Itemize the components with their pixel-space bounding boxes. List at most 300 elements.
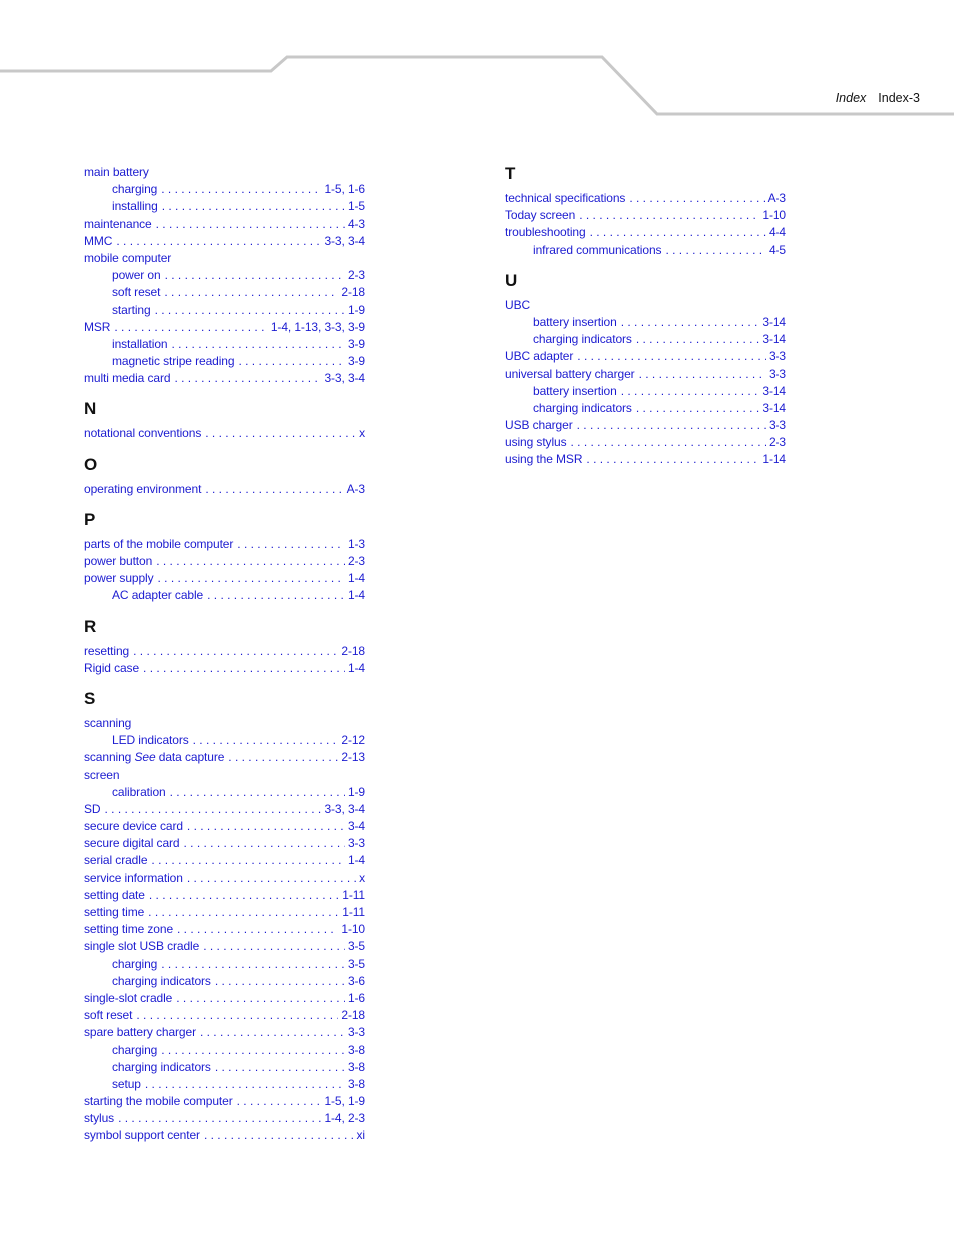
- index-term-text: multi media card: [84, 371, 171, 386]
- index-term-text: charging indicators: [533, 332, 632, 347]
- index-term: [112, 267, 165, 284]
- index-term: [505, 417, 577, 434]
- index-page-ref[interactable]: 2-12: [341, 733, 365, 748]
- dot-leader: [200, 1024, 345, 1041]
- index-page-ref[interactable]: 4-5: [768, 242, 786, 257]
- index-page-ref[interactable]: 3-8: [347, 1076, 365, 1091]
- index-term: [84, 570, 158, 587]
- index-entry[interactable]: [505, 451, 786, 468]
- index-term: [505, 297, 534, 314]
- index-term-text: charging indicators: [112, 973, 211, 988]
- index-term: [505, 366, 639, 383]
- header-section: Index: [835, 91, 867, 105]
- dot-leader: [170, 784, 345, 801]
- dot-leader: [145, 1076, 345, 1093]
- index-term-text: technical specifications: [505, 191, 626, 205]
- index-page-ref[interactable]: 3-9: [347, 336, 365, 351]
- dot-leader: [237, 1093, 322, 1110]
- index-term: [505, 224, 590, 241]
- index-entry[interactable]: [505, 434, 786, 451]
- index-entry[interactable]: [505, 417, 786, 434]
- index-term: [84, 818, 187, 835]
- index-entry[interactable]: [84, 990, 365, 1007]
- index-term: [84, 767, 123, 784]
- index-term: [505, 190, 629, 207]
- index-entry[interactable]: [505, 207, 786, 224]
- index-term-text: UBC adapter: [505, 349, 574, 364]
- index-entry[interactable]: [84, 749, 365, 766]
- index-term-text: secure device card: [84, 819, 183, 834]
- index-entry[interactable]: [84, 660, 365, 677]
- dot-leader: [586, 451, 759, 468]
- index-subentry[interactable]: [505, 383, 786, 400]
- index-term: [533, 400, 636, 417]
- index-term-text: AC adapter cable: [112, 588, 204, 603]
- index-term: [84, 319, 114, 336]
- index-term: [112, 1042, 161, 1059]
- index-term-text: calibration: [112, 784, 166, 799]
- index-term: [533, 314, 621, 331]
- index-see-reference: See: [134, 750, 156, 765]
- index-term: [112, 198, 162, 215]
- index-subentry[interactable]: [505, 331, 786, 348]
- index-entry[interactable]: [84, 835, 365, 852]
- dot-leader: [203, 938, 345, 955]
- index-page-ref[interactable]: 2-18: [341, 1008, 365, 1023]
- index-term-text: single-slot cradle: [84, 990, 173, 1005]
- index-term: [112, 181, 161, 198]
- index-term: [112, 784, 170, 801]
- index-term-text: starting: [112, 302, 151, 317]
- index-page-ref[interactable]: 3-8: [347, 1042, 365, 1057]
- dot-leader: [136, 1007, 338, 1024]
- index-entry[interactable]: [505, 224, 786, 241]
- index-page-ref[interactable]: 1-11: [342, 887, 365, 902]
- dot-leader: [577, 348, 766, 365]
- index-entry[interactable]: [84, 164, 365, 181]
- index-page-ref[interactable]: 3-14: [762, 383, 786, 398]
- dot-leader: [156, 553, 345, 570]
- index-term-text: serial cradle: [84, 853, 148, 868]
- index-entry[interactable]: [84, 767, 365, 784]
- index-term-text: scanning: [84, 715, 132, 730]
- index-term-text: parts of the mobile computer: [84, 536, 234, 551]
- dot-leader: [161, 181, 321, 198]
- index-entry[interactable]: [505, 366, 786, 383]
- index-term: [84, 852, 151, 869]
- dot-leader: [636, 331, 760, 348]
- dot-leader: [148, 904, 339, 921]
- index-term-text: power supply: [84, 571, 154, 586]
- index-term-text: setting time zone: [84, 922, 174, 937]
- index-entry[interactable]: [84, 1110, 365, 1127]
- index-entry[interactable]: [505, 297, 786, 314]
- index-page-ref[interactable]: 1-4, 1-13, 3-3, 3-9: [270, 319, 365, 334]
- index-term: [84, 715, 135, 732]
- index-term: [84, 1127, 204, 1144]
- index-column-right: [505, 164, 786, 469]
- dot-leader: [205, 481, 343, 498]
- dot-leader: [193, 732, 339, 749]
- dot-leader: [590, 224, 766, 241]
- index-page-ref[interactable]: 2-3: [347, 554, 365, 568]
- index-entry[interactable]: [84, 938, 365, 955]
- index-page-ref[interactable]: 3-3, 3-4: [324, 371, 365, 386]
- index-letter-heading: T: [505, 164, 516, 183]
- index-term-text: infrared communications: [533, 242, 662, 257]
- index-subentry[interactable]: [84, 1076, 365, 1093]
- index-term: [84, 481, 205, 498]
- index-subentry[interactable]: [84, 1059, 365, 1076]
- index-term: [84, 938, 203, 955]
- index-term-text: power button: [84, 554, 153, 568]
- index-term: [112, 284, 164, 301]
- dot-leader: [183, 835, 344, 852]
- index-term: [84, 887, 149, 904]
- index-term-text: mobile computer: [84, 250, 172, 265]
- index-term: [533, 331, 636, 348]
- index-page-ref[interactable]: 3-5: [347, 939, 365, 954]
- index-term-text: starting the mobile computer: [84, 1094, 233, 1109]
- index-term-text: scanning: [84, 750, 132, 765]
- index-page-ref[interactable]: 3-14: [762, 332, 786, 347]
- index-term: [84, 870, 187, 887]
- index-letter-heading: U: [505, 270, 518, 290]
- index-term-text: notational conventions: [84, 426, 202, 441]
- index-page-ref[interactable]: 3-9: [347, 354, 365, 369]
- index-term: [84, 990, 176, 1007]
- index-page-ref[interactable]: 2-13: [341, 750, 365, 765]
- index-entry[interactable]: [84, 536, 365, 553]
- index-term-text: soft reset: [112, 285, 161, 300]
- index-entry[interactable]: [84, 319, 365, 336]
- dot-leader: [143, 660, 345, 677]
- index-entry[interactable]: [84, 1024, 365, 1041]
- index-page-ref[interactable]: 1-14: [762, 452, 786, 467]
- index-term-text: troubleshooting: [505, 225, 586, 240]
- dot-leader: [215, 1059, 345, 1076]
- index-subentry[interactable]: [84, 336, 365, 353]
- index-page-ref[interactable]: 3-3, 3-4: [324, 801, 365, 816]
- index-term: [84, 1093, 237, 1110]
- index-subentry[interactable]: [505, 400, 786, 417]
- index-page-ref[interactable]: 1-9: [347, 302, 365, 317]
- index-term: [505, 348, 577, 365]
- index-term-text: setup: [112, 1076, 141, 1091]
- index-term: [533, 383, 621, 400]
- index-term-text: soft reset: [84, 1008, 133, 1023]
- index-page-ref[interactable]: 1-4: [347, 660, 365, 675]
- index-term: [84, 233, 116, 250]
- index-term-text: symbol support center: [84, 1128, 200, 1143]
- index-subentry[interactable]: [505, 242, 786, 259]
- index-page-ref[interactable]: 3-3, 3-4: [324, 233, 365, 248]
- index-term: [84, 1024, 200, 1041]
- index-term: [84, 660, 143, 677]
- running-header: [836, 91, 920, 105]
- index-entry[interactable]: [84, 570, 365, 587]
- index-term: [112, 732, 193, 749]
- index-entry[interactable]: [84, 818, 365, 835]
- index-subentry[interactable]: [84, 1042, 365, 1059]
- index-entry[interactable]: [84, 1093, 365, 1110]
- dot-leader: [114, 319, 267, 336]
- index-term-text: charging: [112, 956, 158, 971]
- index-page-ref[interactable]: 3-3: [768, 349, 786, 364]
- index-term-text: installing: [112, 199, 158, 214]
- index-subentry[interactable]: [84, 956, 365, 973]
- header-page-number: Index-3: [878, 91, 920, 105]
- dot-leader: [215, 973, 345, 990]
- index-term: [505, 434, 571, 451]
- index-term: [112, 302, 155, 319]
- index-entry[interactable]: [84, 715, 365, 732]
- index-subentry[interactable]: [84, 732, 365, 749]
- index-term-text: MMC: [84, 233, 113, 248]
- index-column-left: [84, 164, 365, 1145]
- index-term-text: charging: [112, 182, 158, 197]
- index-page-ref[interactable]: 1-10: [341, 922, 365, 937]
- index-page-ref[interactable]: 4-4: [768, 225, 786, 240]
- index-term-text: battery insertion: [533, 314, 617, 329]
- index-term: [112, 1076, 145, 1093]
- index-page-ref[interactable]: 1-5, 1-6: [324, 182, 365, 197]
- index-page-ref[interactable]: 2-18: [341, 285, 365, 300]
- index-term-text: power on: [112, 268, 161, 283]
- dot-leader: [165, 267, 345, 284]
- index-page-ref[interactable]: 3-6: [347, 973, 365, 988]
- index-term-text: screen: [84, 767, 120, 782]
- dot-leader: [621, 383, 760, 400]
- index-page-ref[interactable]: 3-14: [762, 400, 786, 415]
- index-subentry[interactable]: [84, 353, 365, 370]
- index-page-ref[interactable]: 2-3: [768, 435, 786, 450]
- index-term-text: installation: [112, 336, 168, 351]
- index-term: [505, 451, 586, 468]
- index-entry[interactable]: [84, 801, 365, 818]
- dot-leader: [176, 990, 345, 1007]
- index-term-text: Rigid case: [84, 660, 140, 675]
- index-entry[interactable]: [505, 190, 786, 207]
- index-term: [84, 250, 175, 267]
- index-term: [84, 643, 133, 660]
- index-page-ref[interactable]: 3-3: [347, 1025, 365, 1040]
- index-letter-heading: O: [84, 454, 98, 474]
- dot-leader: [149, 887, 339, 904]
- index-term-text: MSR: [84, 319, 111, 334]
- index-term-text: battery insertion: [533, 383, 617, 398]
- index-page-ref[interactable]: 3-3: [347, 836, 365, 851]
- index-page-ref[interactable]: 2-3: [347, 268, 365, 283]
- index-term-text: service information: [84, 870, 183, 885]
- index-subentry[interactable]: [84, 198, 365, 215]
- index-page-ref[interactable]: 1-3: [347, 536, 365, 551]
- index-page-ref[interactable]: 3-3: [768, 418, 786, 433]
- index-term-text: charging indicators: [112, 1059, 211, 1074]
- index-letter-heading: R: [84, 616, 97, 636]
- index-page-ref[interactable]: 1-6: [347, 990, 365, 1005]
- index-term-text: operating environment: [84, 481, 202, 496]
- dot-leader: [636, 400, 760, 417]
- index-page-ref[interactable]: 3-5: [347, 956, 365, 971]
- index-entry[interactable]: [84, 643, 365, 660]
- dot-leader: [118, 1110, 321, 1127]
- index-letter-heading: N: [84, 399, 97, 419]
- index-entry[interactable]: [84, 425, 365, 442]
- index-term: [112, 1059, 215, 1076]
- dot-leader: [133, 643, 338, 660]
- dot-leader: [228, 749, 338, 766]
- dot-leader: [187, 818, 345, 835]
- index-subentry[interactable]: [84, 267, 365, 284]
- dot-leader: [571, 434, 766, 451]
- dot-leader: [156, 216, 345, 233]
- index-term: [84, 425, 205, 442]
- index-term-text: charging indicators: [533, 400, 632, 415]
- index-entry[interactable]: [505, 348, 786, 365]
- index-term: [84, 164, 153, 181]
- index-term: [84, 921, 177, 938]
- dot-leader: [177, 921, 338, 938]
- dot-leader: [151, 852, 345, 869]
- index-page-ref[interactable]: x: [359, 870, 365, 885]
- dot-leader: [155, 302, 345, 319]
- index-term-text: universal battery charger: [505, 366, 635, 381]
- dot-leader: [237, 536, 345, 553]
- index-letter-heading: P: [84, 509, 96, 529]
- index-term: [112, 336, 172, 353]
- dot-leader: [158, 570, 345, 587]
- index-page-ref[interactable]: A-3: [346, 481, 365, 496]
- index-page-ref[interactable]: 1-5, 1-9: [324, 1094, 365, 1109]
- index-page-ref[interactable]: 1-11: [342, 905, 365, 919]
- index-term-text: using stylus: [505, 435, 567, 450]
- index-term: [112, 956, 161, 973]
- index-term: [112, 973, 215, 990]
- index-page-ref[interactable]: 1-5: [347, 199, 365, 214]
- index-term-text: setting date: [84, 887, 145, 902]
- index-subentry[interactable]: [505, 314, 786, 331]
- index-term: [505, 207, 579, 224]
- index-page-ref[interactable]: 4-3: [347, 216, 365, 231]
- dot-leader: [204, 1127, 354, 1144]
- index-entry[interactable]: [84, 852, 365, 869]
- index-page-ref[interactable]: x: [359, 426, 365, 441]
- index-entry[interactable]: [84, 1007, 365, 1024]
- index-term: [533, 242, 665, 259]
- index-term-text: UBC: [505, 297, 531, 312]
- index-entry[interactable]: [84, 1127, 365, 1144]
- dot-leader: [665, 242, 766, 259]
- index-term-text: resetting: [84, 643, 130, 658]
- dot-leader: [577, 417, 766, 434]
- index-term: [84, 536, 237, 553]
- index-page-ref[interactable]: 3-4: [347, 819, 365, 834]
- index-subentry[interactable]: [84, 587, 365, 604]
- index-term-text: stylus: [84, 1111, 115, 1126]
- dot-leader: [104, 801, 321, 818]
- index-letter-heading: S: [84, 688, 96, 708]
- index-term-text: single slot USB cradle: [84, 939, 200, 954]
- index-subentry[interactable]: [84, 973, 365, 990]
- dot-leader: [238, 353, 345, 370]
- index-term: [84, 1007, 136, 1024]
- dot-leader: [207, 587, 345, 604]
- index-subentry[interactable]: [84, 284, 365, 301]
- index-page-ref[interactable]: 2-18: [341, 643, 365, 658]
- index-entry[interactable]: [84, 233, 365, 250]
- index-term-text: LED indicators: [112, 733, 189, 748]
- dot-leader: [162, 198, 345, 215]
- dot-leader: [116, 233, 321, 250]
- index-page-ref[interactable]: 1-9: [347, 784, 365, 799]
- index-page-ref[interactable]: 3-3: [768, 366, 786, 381]
- header-rule: [0, 0, 954, 130]
- index-term-text: main battery: [84, 165, 149, 179]
- index-term: [84, 1110, 118, 1127]
- dot-leader: [639, 366, 766, 383]
- index-entry[interactable]: [84, 870, 365, 887]
- dot-leader: [161, 956, 345, 973]
- index-entry[interactable]: [84, 921, 365, 938]
- index-term-text: maintenance: [84, 216, 152, 231]
- index-term: [84, 553, 156, 570]
- index-term-text: spare battery charger: [84, 1025, 196, 1040]
- index-entry[interactable]: [84, 481, 365, 498]
- index-entry[interactable]: [84, 553, 365, 570]
- index-subentry[interactable]: [84, 302, 365, 319]
- index-subentry[interactable]: [84, 181, 365, 198]
- index-page-ref[interactable]: 1-10: [762, 208, 786, 223]
- index-term-text: using the MSR: [505, 452, 583, 467]
- dot-leader: [187, 870, 356, 887]
- dot-leader: [174, 370, 321, 387]
- index-entry[interactable]: [84, 904, 365, 921]
- index-term: [84, 835, 183, 852]
- index-page-ref[interactable]: 1-4: [347, 853, 365, 868]
- index-page-ref[interactable]: xi: [356, 1128, 365, 1143]
- dot-leader: [621, 314, 760, 331]
- index-page-ref[interactable]: 1-4: [347, 571, 365, 586]
- dot-leader: [172, 336, 345, 353]
- index-page-ref[interactable]: 1-4, 2-3: [324, 1111, 365, 1126]
- index-term-text: charging: [112, 1042, 158, 1057]
- index-term: [84, 749, 228, 766]
- index-entry[interactable]: [84, 370, 365, 387]
- index-term-text: secure digital card: [84, 836, 180, 851]
- index-page-ref[interactable]: 1-4: [347, 588, 365, 603]
- index-subentry[interactable]: [84, 784, 365, 801]
- index-term: [84, 216, 156, 233]
- index-page-ref[interactable]: 3-8: [347, 1059, 365, 1074]
- index-see-target: data capture: [158, 750, 225, 765]
- dot-leader: [629, 190, 764, 207]
- index-entry[interactable]: [84, 216, 365, 233]
- index-term: [112, 587, 207, 604]
- index-entry[interactable]: [84, 250, 365, 267]
- dot-leader: [579, 207, 759, 224]
- dot-leader: [164, 284, 338, 301]
- index-entry[interactable]: [84, 887, 365, 904]
- index-page-ref[interactable]: A-3: [767, 191, 786, 205]
- index-term: [84, 904, 148, 921]
- index-page-ref[interactable]: 3-14: [762, 314, 786, 329]
- index-term: [84, 801, 104, 818]
- dot-leader: [205, 425, 356, 442]
- index-term-text: magnetic stripe reading: [112, 354, 235, 369]
- index-term: [112, 353, 238, 370]
- index-term-text: USB charger: [505, 418, 573, 433]
